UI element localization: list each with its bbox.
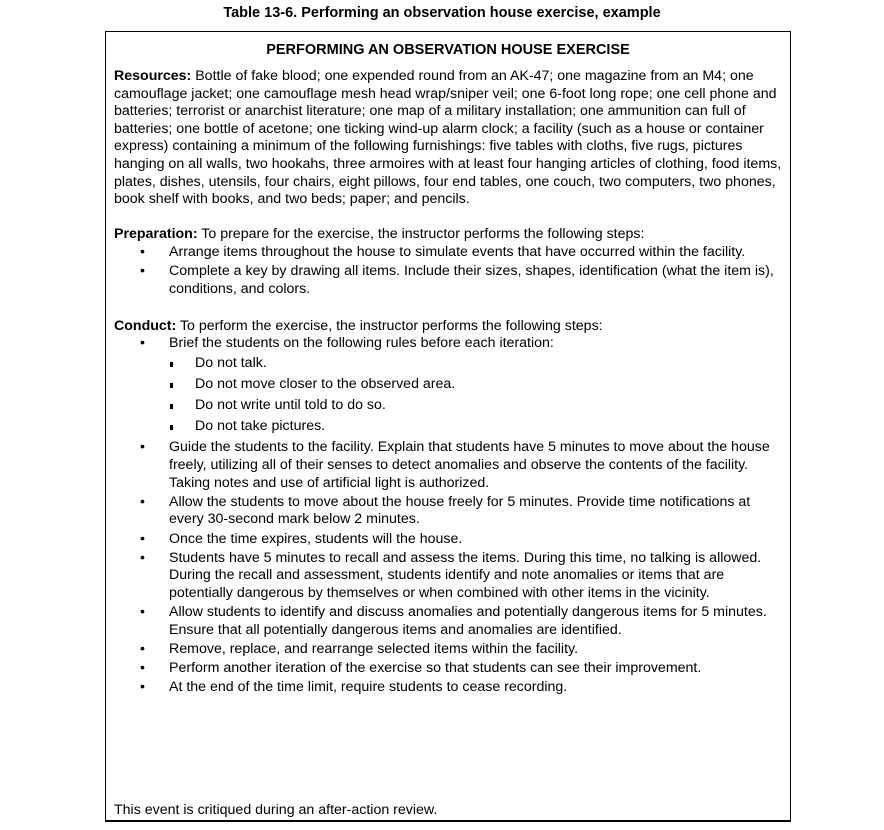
list-item — [114, 439, 784, 492]
bullet-icon: • — [140, 604, 145, 621]
rule-text: Do not take pictures. — [195, 418, 326, 435]
square-bullet-icon — [170, 404, 173, 409]
square-bullet-icon — [170, 383, 173, 388]
square-bullet-icon — [170, 362, 173, 367]
list-item-text: Remove, replace, and rearrange selected items within the facility. — [169, 640, 579, 657]
list-item-text: Complete a key by drawing all items. Include their sizes, shapes, identification (what the item is), conditions, and colors. — [169, 263, 774, 297]
list-item-text: Guide the students to the facility. Explain that students have 5 minutes to move about the house freely, utilizing all of their senses to detect anomalies and observe the contents of the facility. Taking notes and use of artificial light is authorized. — [169, 439, 770, 491]
list-item-text: Allow students to identify and discuss anomalies and potentially dangerous items for 5 minutes. Ensure that all potentially dangerous items and anomalies are identified. — [169, 604, 767, 638]
bullet-icon: • — [140, 640, 145, 657]
list-item-text: Once the time expires, students will the house. — [169, 530, 463, 547]
bullet-icon: • — [140, 530, 145, 547]
preparation-text: To prepare for the exercise, the instructor performs the following steps: — [197, 226, 645, 243]
rule-item — [169, 418, 784, 436]
list-item — [114, 335, 784, 436]
list-item — [114, 244, 784, 262]
list-item-text: Students have 5 minutes to recall and assess the items. During this time, no talking is allowed. During the recall and assessment, students identify and note anomalies or items that are potentially dangerous by themselves or when combined with other items in the vicinity. — [169, 549, 762, 601]
conduct-list — [114, 335, 784, 697]
bullet-icon: • — [140, 493, 145, 510]
rule-text: Do not move closer to the observed area. — [195, 375, 456, 392]
preparation-list — [114, 244, 784, 298]
list-item — [114, 604, 784, 639]
bullet-icon: • — [140, 549, 145, 566]
rule-text: Do not talk. — [195, 354, 267, 371]
list-item-text: Brief the students on the following rules before each iteration: — [169, 335, 554, 352]
square-bullet-icon — [170, 425, 173, 430]
list-item-text: At the end of the time limit, require students to cease recording. — [169, 679, 568, 696]
list-item — [114, 660, 784, 678]
rule-item — [169, 355, 784, 373]
conduct-label: Conduct: — [114, 317, 177, 334]
bullet-icon: • — [140, 243, 145, 260]
exercise-table-box — [105, 31, 791, 822]
list-item — [114, 494, 784, 529]
rules-list — [169, 355, 784, 436]
list-item-text: Perform another iteration of the exercise so that students can see their improvement. — [169, 660, 702, 677]
preparation-paragraph — [114, 226, 784, 244]
conduct-text: To perform the exercise, the instructor performs the following steps: — [176, 317, 603, 334]
list-item — [114, 679, 784, 697]
rule-item — [169, 397, 784, 415]
list-item-text: Allow the students to move about the house freely for 5 minutes. Provide time notifications at every 30-second mark below 2 minutes. — [169, 493, 751, 528]
list-item-text: Arrange items throughout the house to simulate events that have occurred within the facility. — [169, 243, 746, 260]
rule-text: Do not write until told to do so. — [195, 397, 386, 414]
list-item — [114, 263, 784, 298]
list-item — [114, 641, 784, 659]
list-item — [114, 550, 784, 603]
rule-item — [169, 376, 784, 394]
box-content — [114, 68, 784, 699]
bullet-icon: • — [140, 263, 145, 280]
conduct-paragraph — [114, 318, 784, 336]
bullet-icon: • — [140, 660, 145, 677]
box-title: PERFORMING AN OBSERVATION HOUSE EXERCISE — [266, 42, 630, 58]
table-caption: Table 13-6. Performing an observation house exercise, example — [223, 5, 661, 21]
footer-note: This event is critiqued during an after-action review. — [114, 802, 438, 818]
bullet-icon: • — [140, 335, 145, 352]
preparation-label: Preparation: — [114, 226, 198, 243]
bullet-icon: • — [140, 439, 145, 456]
bullet-icon: • — [140, 679, 145, 696]
resources-paragraph — [114, 68, 784, 209]
resources-label: Resources: — [114, 68, 192, 84]
list-item — [114, 531, 784, 549]
resources-text: Bottle of fake blood; one expended round from an AK-47; one magazine from an M4; one camouflage jacket; one camouflage mesh head wrap/sniper veil; one 6-foot long rope; one cell phone and batteries; terrorist or anarchist literature; one map of a military installation; one ammunition can full of batteries; one bottle of acetone; one ticking wind-up alarm clock; a facility (such as a house or container express) containing a minimum of the following furnishings: five tables with cloths, five rugs, pictures hanging on all walls, two hookahs, three armoires with at least four hanging articles of clothing, food items, plates, dishes, utensils, four chairs, eight pillows, four end tables, one couch, two computers, two phones, book shelf with books, and two beds; paper; and pencils. — [114, 68, 782, 208]
